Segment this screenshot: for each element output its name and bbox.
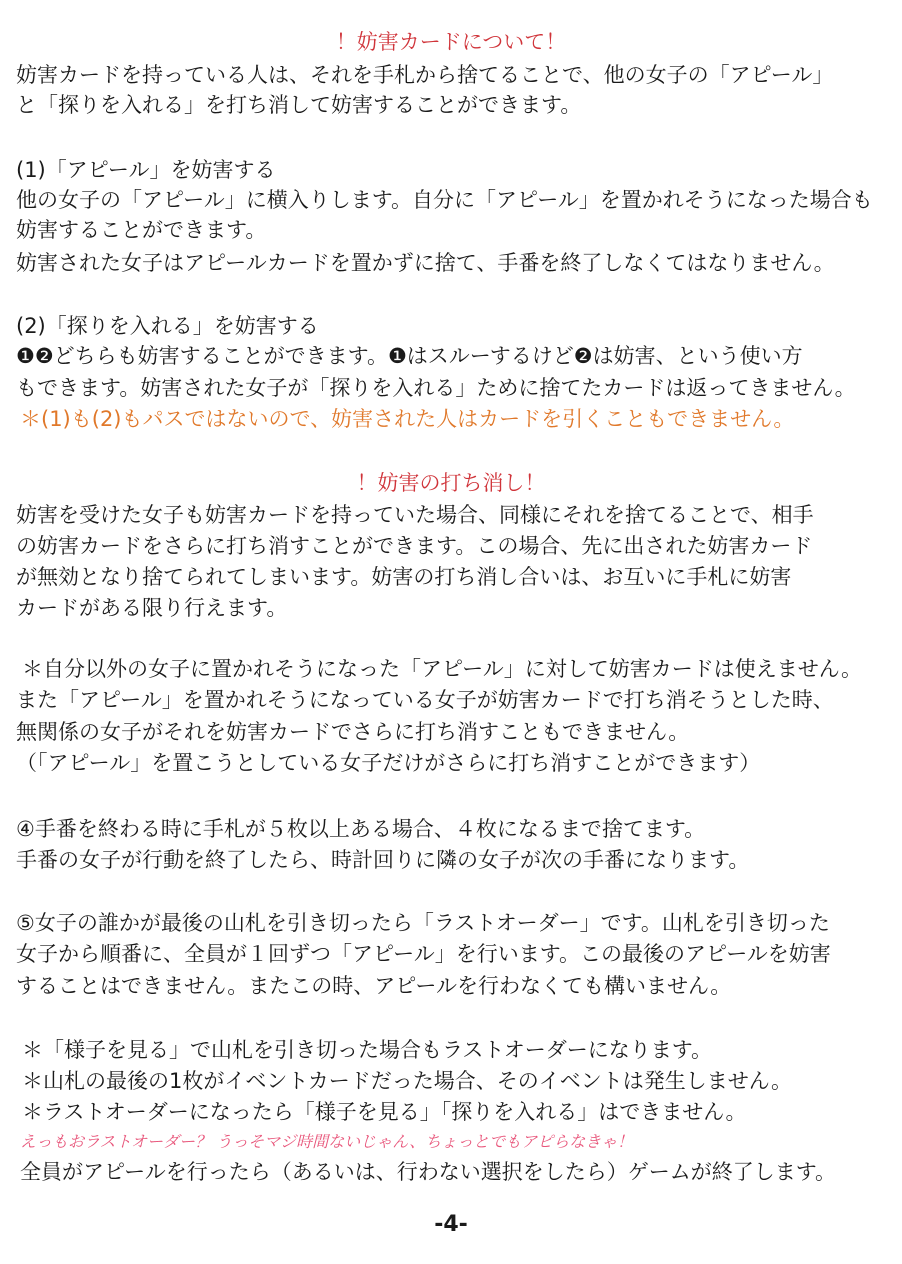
text-line: 妨害された女子はアピールカードを置かずに捨て、手番を終了しなくてはなりません。 bbox=[16, 251, 835, 275]
subheading-appeal-obstruct: (1)「アピール」を妨害する bbox=[16, 158, 276, 182]
note-orange: ＊(1)も(2)もパスではないので、妨害された人はカードを引くこともできません。 bbox=[20, 407, 795, 431]
text-line: （「アピール」を置こうとしている女子だけがさらに打ち消すことができます） bbox=[16, 751, 761, 775]
text-line: ⑤女子の誰かが最後の山札を引き切ったら「ラストオーダー」です。山札を引き切った bbox=[16, 911, 830, 935]
text-line: 妨害を受けた女子も妨害カードを持っていた場合、同様にそれを捨てることで、相手 bbox=[16, 503, 814, 527]
text-line: ④手番を終わる時に手札が５枚以上ある場合、４枚になるまで捨てます。 bbox=[16, 817, 706, 841]
text-line: ❶❷どちらも妨害することができます。❶はスルーするけど❷は妨害、という使い方 bbox=[16, 344, 803, 368]
text-line: 妨害カードを持っている人は、それを手札から捨てることで、他の女子の「アピール」 bbox=[16, 63, 834, 87]
handwritten-aside: えっもおラストオーダー？ うっそマジ時間ないじゃん、ちょっとでもアピらなきゃ！ bbox=[20, 1132, 634, 1151]
text-line: することはできません。またこの時、アピールを行わなくても構いません。 bbox=[16, 974, 732, 998]
text-line: ＊山札の最後の1枚がイベントカードだった場合、そのイベントは発生しません。 bbox=[22, 1069, 792, 1093]
text-line: 他の女子の「アピール」に横入りします。自分に「アピール」を置かれそうになった場合も bbox=[16, 188, 873, 212]
heading-cancel: ！妨害の打ち消し！ bbox=[356, 471, 546, 495]
page-number: -4- bbox=[434, 1212, 468, 1237]
text-line: また「アピール」を置かれそうになっている女子が妨害カードで打ち消そうとした時、 bbox=[16, 688, 834, 712]
text-line: もできます。妨害された女子が「探りを入れる」ために捨てたカードは返ってきません。 bbox=[16, 376, 856, 400]
text-line: の妨害カードをさらに打ち消すことができます。この場合、先に出された妨害カード bbox=[16, 534, 813, 558]
text-line: カードがある限り行えます。 bbox=[16, 596, 288, 620]
text-line: 無関係の女子がそれを妨害カードでさらに打ち消すこともできません。 bbox=[16, 720, 690, 744]
text-line: と「探りを入れる」を打ち消して妨害することができます。 bbox=[16, 93, 582, 117]
text-line: ＊「様子を見る」で山札を引き切った場合もラストオーダーになります。 bbox=[22, 1038, 713, 1062]
subheading-probe-obstruct: (2)「探りを入れる」を妨害する bbox=[16, 314, 319, 338]
heading-obstruction-card: ！妨害カードについて！ bbox=[335, 30, 567, 54]
text-line: ＊自分以外の女子に置かれそうになった「アピール」に対して妨害カードは使えません。 bbox=[22, 657, 862, 681]
text-line: ＊ラストオーダーになったら「様子を見る」「探りを入れる」はできません。 bbox=[22, 1100, 747, 1124]
text-line: 妨害することができます。 bbox=[16, 218, 267, 242]
text-line: 全員がアピールを行ったら（あるいは、行わない選択をしたら）ゲームが終了します。 bbox=[20, 1160, 837, 1184]
text-line: 女子から順番に、全員が１回ずつ「アピール」を行います。この最後のアピールを妨害 bbox=[16, 942, 831, 966]
text-line: 手番の女子が行動を終了したら、時計回りに隣の女子が次の手番になります。 bbox=[16, 848, 750, 872]
text-line: が無効となり捨てられてしまいます。妨害の打ち消し合いは、お互いに手札に妨害 bbox=[16, 565, 792, 589]
